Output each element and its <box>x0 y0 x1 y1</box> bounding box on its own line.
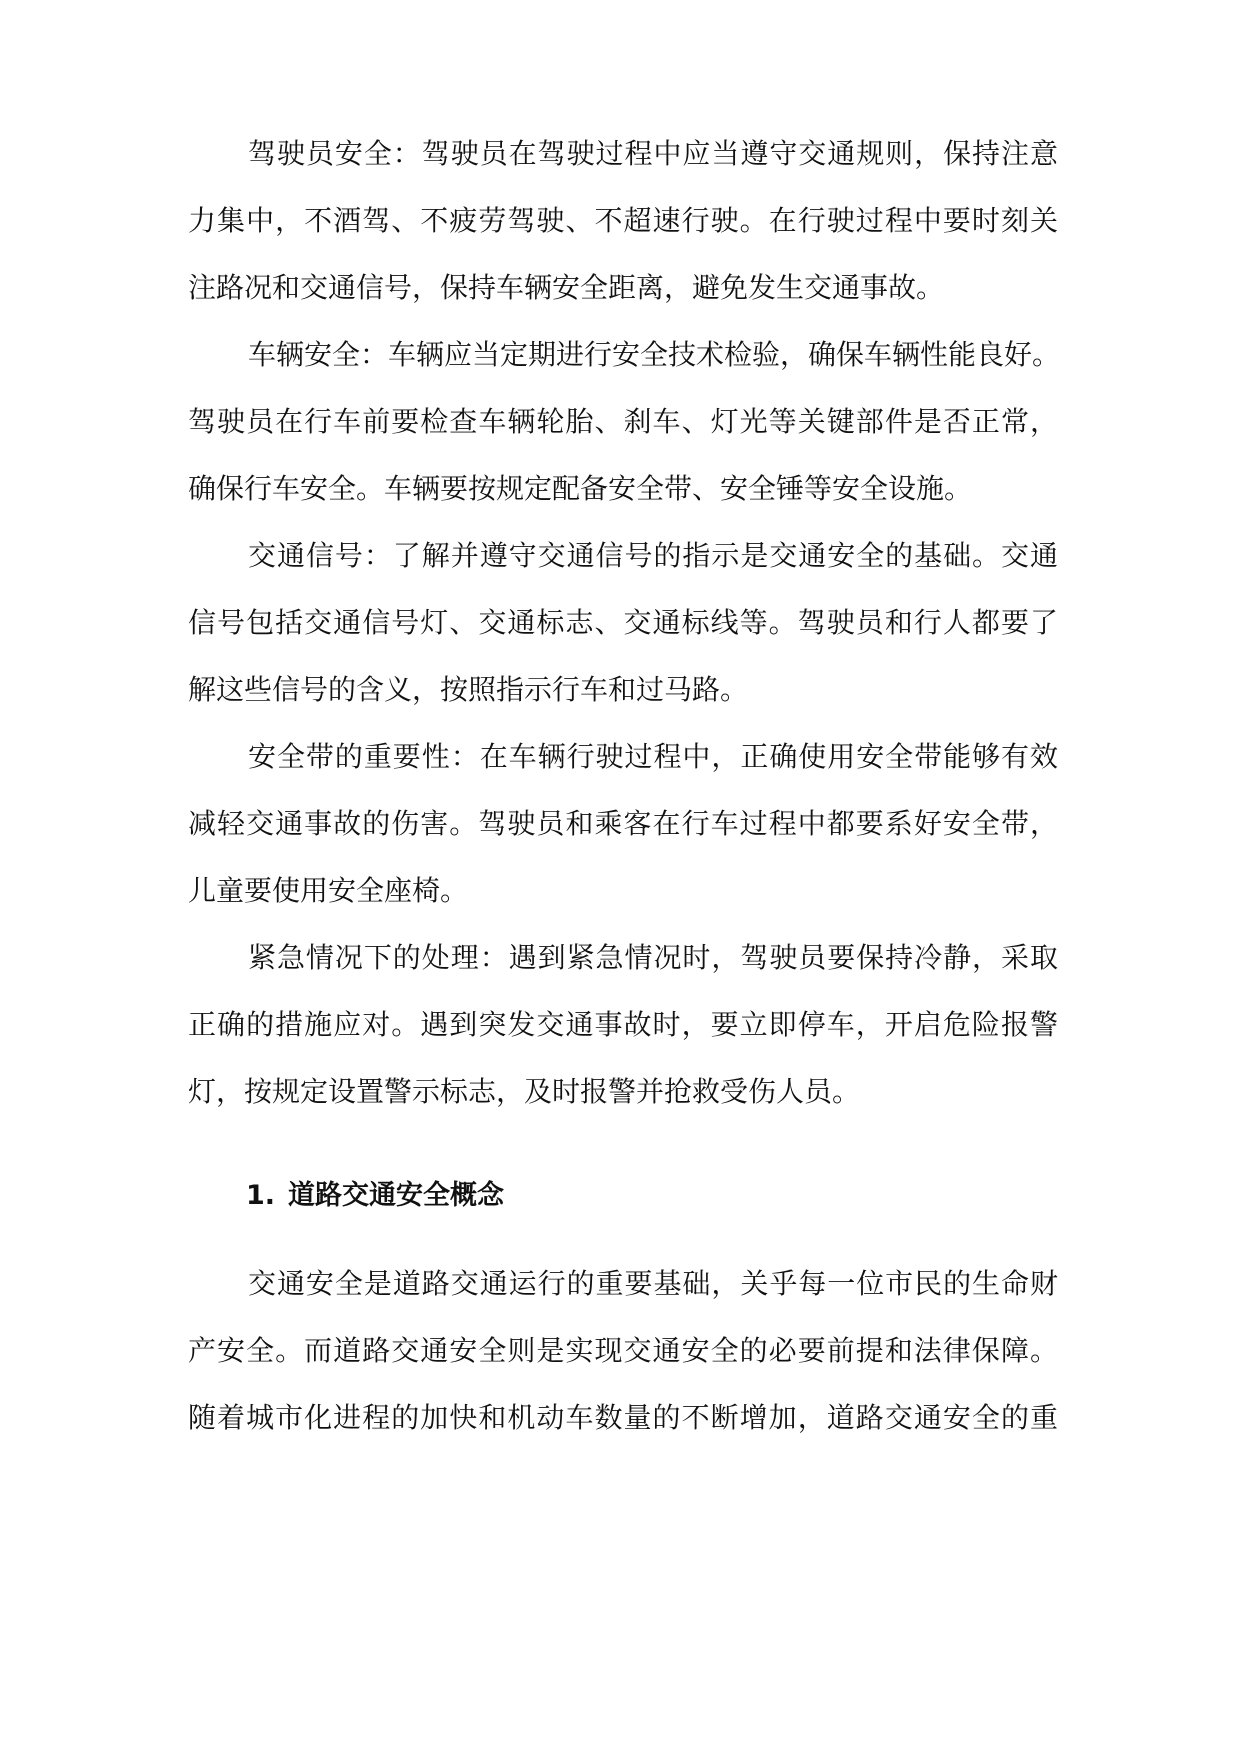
paragraph-line: 注路况和交通信号，保持车辆安全距离，避免发生交通事故。 <box>188 271 945 304</box>
paragraph-line: 儿童要使用安全座椅。 <box>188 874 469 907</box>
paragraph-line: 信号包括交通信号灯、交通标志、交通标线等。驾驶员和行人都要了 <box>188 606 1058 639</box>
paragraph-line: 确保行车安全。车辆要按规定配备安全带、安全锤等安全设施。 <box>188 472 973 505</box>
paragraph-line: 随着城市化进程的加快和机动车数量的不断增加，道路交通安全的重 <box>188 1401 1058 1434</box>
paragraph-line: 灯，按规定设置警示标志，及时报警并抢救受伤人员。 <box>188 1075 861 1108</box>
paragraph-line: 驾驶员安全：驾驶员在驾驶过程中应当遵守交通规则，保持注意 <box>248 137 1058 170</box>
section-title: 道路交通安全概念 <box>288 1180 504 1211</box>
paragraph-line: 安全带的重要性：在车辆行驶过程中，正确使用安全带能够有效 <box>248 740 1058 773</box>
paragraph-line: 车辆安全：车辆应当定期进行安全技术检验，确保车辆性能良好。 <box>248 338 1061 371</box>
paragraph-line: 解这些信号的含义，按照指示行车和过马路。 <box>188 673 749 706</box>
paragraph-line: 力集中，不酒驾、不疲劳驾驶、不超速行驶。在行驶过程中要时刻关 <box>188 204 1058 237</box>
section-number: 1. <box>246 1180 276 1211</box>
paragraph-line: 驾驶员在行车前要检查车辆轮胎、刹车、灯光等关键部件是否正常， <box>188 405 1058 438</box>
paragraph-line: 正确的措施应对。遇到突发交通事故时，要立即停车，开启危险报警 <box>188 1008 1058 1041</box>
paragraph-line: 产安全。而道路交通安全则是实现交通安全的必要前提和法律保障。 <box>188 1334 1058 1367</box>
paragraph-line: 紧急情况下的处理：遇到紧急情况时，驾驶员要保持冷静，采取 <box>248 941 1058 974</box>
section-heading <box>246 1176 946 1216</box>
paragraph-line: 减轻交通事故的伤害。驾驶员和乘客在行车过程中都要系好安全带， <box>188 807 1058 840</box>
paragraph-line: 交通信号：了解并遵守交通信号的指示是交通安全的基础。交通 <box>248 539 1058 572</box>
paragraph-line: 交通安全是道路交通运行的重要基础，关乎每一位市民的生命财 <box>248 1267 1058 1300</box>
